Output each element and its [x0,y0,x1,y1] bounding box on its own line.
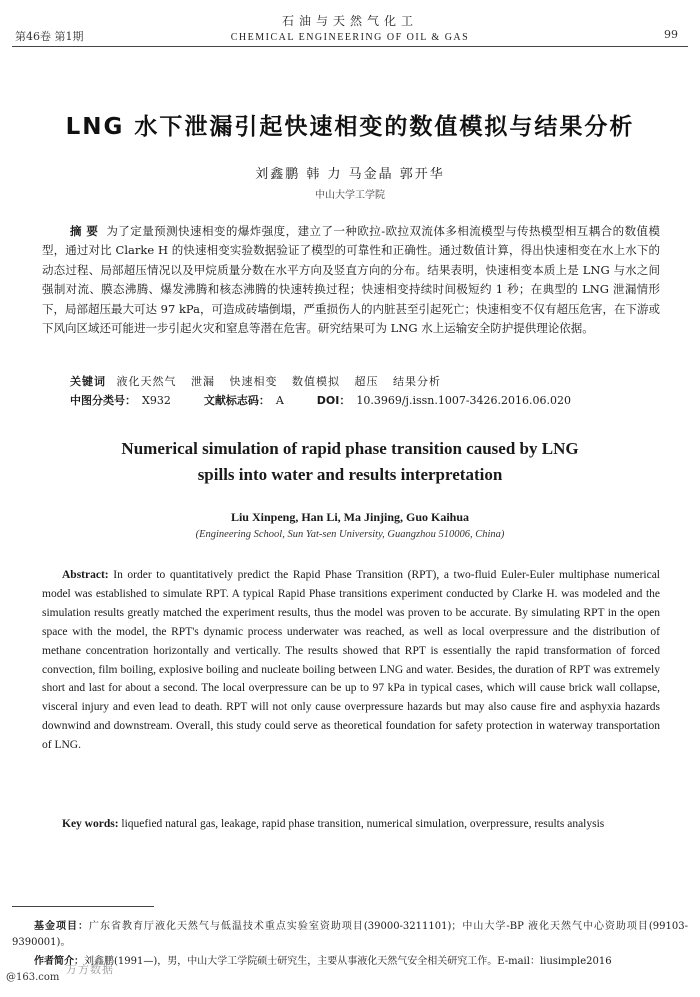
abstract-cn-label: 摘 要 [70,224,99,238]
page-number: 99 [664,28,678,41]
authors-en: Liu Xinpeng, Han Li, Ma Jinjing, Guo Kaihua [230,510,470,524]
doi-value: 10.3969/j.issn.1007-3426.2016.06.020 [356,394,572,407]
affiliation-cn: 中山大学工学院 [315,190,385,201]
author-bio-text: 刘鑫鹏(1991—)，男，中山大学工学院硕士研究生，主要从事液化天然气安全相关研究工作。E-mail：liusimple2016 [84,956,612,967]
volume-issue: 第46卷 第1期 [15,30,84,43]
doc-code-value: A [275,394,284,407]
keywords-cn [70,373,451,389]
keyword-cn: 数值模拟 [292,375,340,388]
keywords-en-label: Key words: [62,818,119,830]
journal-name-en: CHEMICAL ENGINEERING OF OIL & GAS [230,32,470,43]
paper-title-cn: LNG 水下泄漏引起快速相变的数值模拟与结果分析 [65,114,635,140]
footnote-divider [12,906,154,907]
affiliation-en: (Engineering School, Sun Yat-sen University, Guangzhou 510006, China) [195,529,505,540]
paper-title-en-line1: Numerical simulation of rapid phase transition caused by LNG [121,439,579,458]
clc-label: 中图分类号： [70,394,136,407]
keywords-cn-label: 关键词 [70,375,106,388]
keyword-cn: 泄漏 [191,375,215,388]
journal-header [0,12,700,43]
authors-cn: 刘鑫鹏 韩 力 马金晶 郭开华 [255,167,445,182]
paper-title-en [0,436,700,488]
funding-label: 基金项目： [34,921,89,932]
doi-label: DOI： [316,394,351,407]
abstract-en-label: Abstract: [62,569,109,581]
keywords-en-text: liquefied natural gas, leakage, rapid phase transition, numerical simulation, overpressure, results analysis [121,818,605,830]
abstract-en [42,566,660,755]
keyword-cn: 超压 [354,375,379,388]
clc-value: X932 [142,394,171,407]
author-email-continuation: @163.com [6,972,60,983]
classification-row [70,392,571,408]
keyword-cn: 液化天然气 [116,375,177,388]
keyword-cn: 快速相变 [229,375,278,388]
author-bio-label: 作者简介： [34,956,84,967]
funding-text: 广东省教育厅液化天然气与低温技术重点实验室资助项目(39000-3211101)；中山大学-BP 液化天然气中心资助项目(99103-9390001)。 [12,921,689,948]
abstract-en-text: In order to quantitatively predict the Rapid Phase Transition (RPT), a two-fluid Euler-Euler multiphase numerical model was established to simulate RPT. A typical Rapid Phase transitions experiment conducted by Clarke H. was modeled and the simulation results greatly matched the experiment results, thus the model was proven to be accurate. By simulating RPT in the open space with the model, the RPT's dynamic process underwater was reached, as well as local overpressure and the distribution of methane concentration horizontally and vertically. The results showed that RPT is essentially the rapid transformation of forced convection, film boiling, explosive boiling and nucleate boiling between LNG and water. Besides, the duration of RPT was extremely short and last for about a second. The local overpressure can be up to 97 kPa in typical cases, which will cause brick wall collapse, visceral injury and even lead to death. RPT will not only cause overpressure hazards but may also cause fire and asphyxia hazards downwind and downstream. Overall, this study could serve as theoretical foundation for safety protection in waterway transportation of LNG. [42,569,660,752]
keywords-en [42,815,660,834]
abstract-cn-text: 为了定量预测快速相变的爆炸强度，建立了一种欧拉-欧拉双流体多相流模型与传热模型相互耦合的数值模型，通过对比 Clarke H 的快速相变实验数据验证了模型的可靠性和正确性。通过数值计算，得出快速相变在水上水下的动态过程、局部超压情况以及甲烷质量分数在水平方向及竖直方向的分布。结果表明，快速相变本质上是 LNG 与水之间强制对流、膜态沸腾、爆发沸腾和核态沸腾的快速转换过程；快速相变持续时间极短约 1 秒；在典型的 LNG 泄漏情形下，局部超压最大可达 97 kPa，可造成砖墙倒塌，严重损伤人的内脏甚至引起死亡；快速相变不仅有超压危害，在下游或下风向区域还可能进一步引起火灾和窒息等潜在危害。研究结果可为 LNG 水上运输安全防护提供理论依据。 [42,224,660,336]
database-watermark: 万方数据 [66,963,114,976]
funding-note [12,919,688,951]
header-divider [12,46,688,47]
keyword-cn: 结果分析 [393,375,441,388]
paper-title-en-line2: spills into water and results interpretation [197,465,503,484]
journal-name-cn: 石油与天然气化工 [281,14,418,28]
abstract-cn [42,222,660,338]
doc-code-label: 文献标志码： [203,394,270,407]
